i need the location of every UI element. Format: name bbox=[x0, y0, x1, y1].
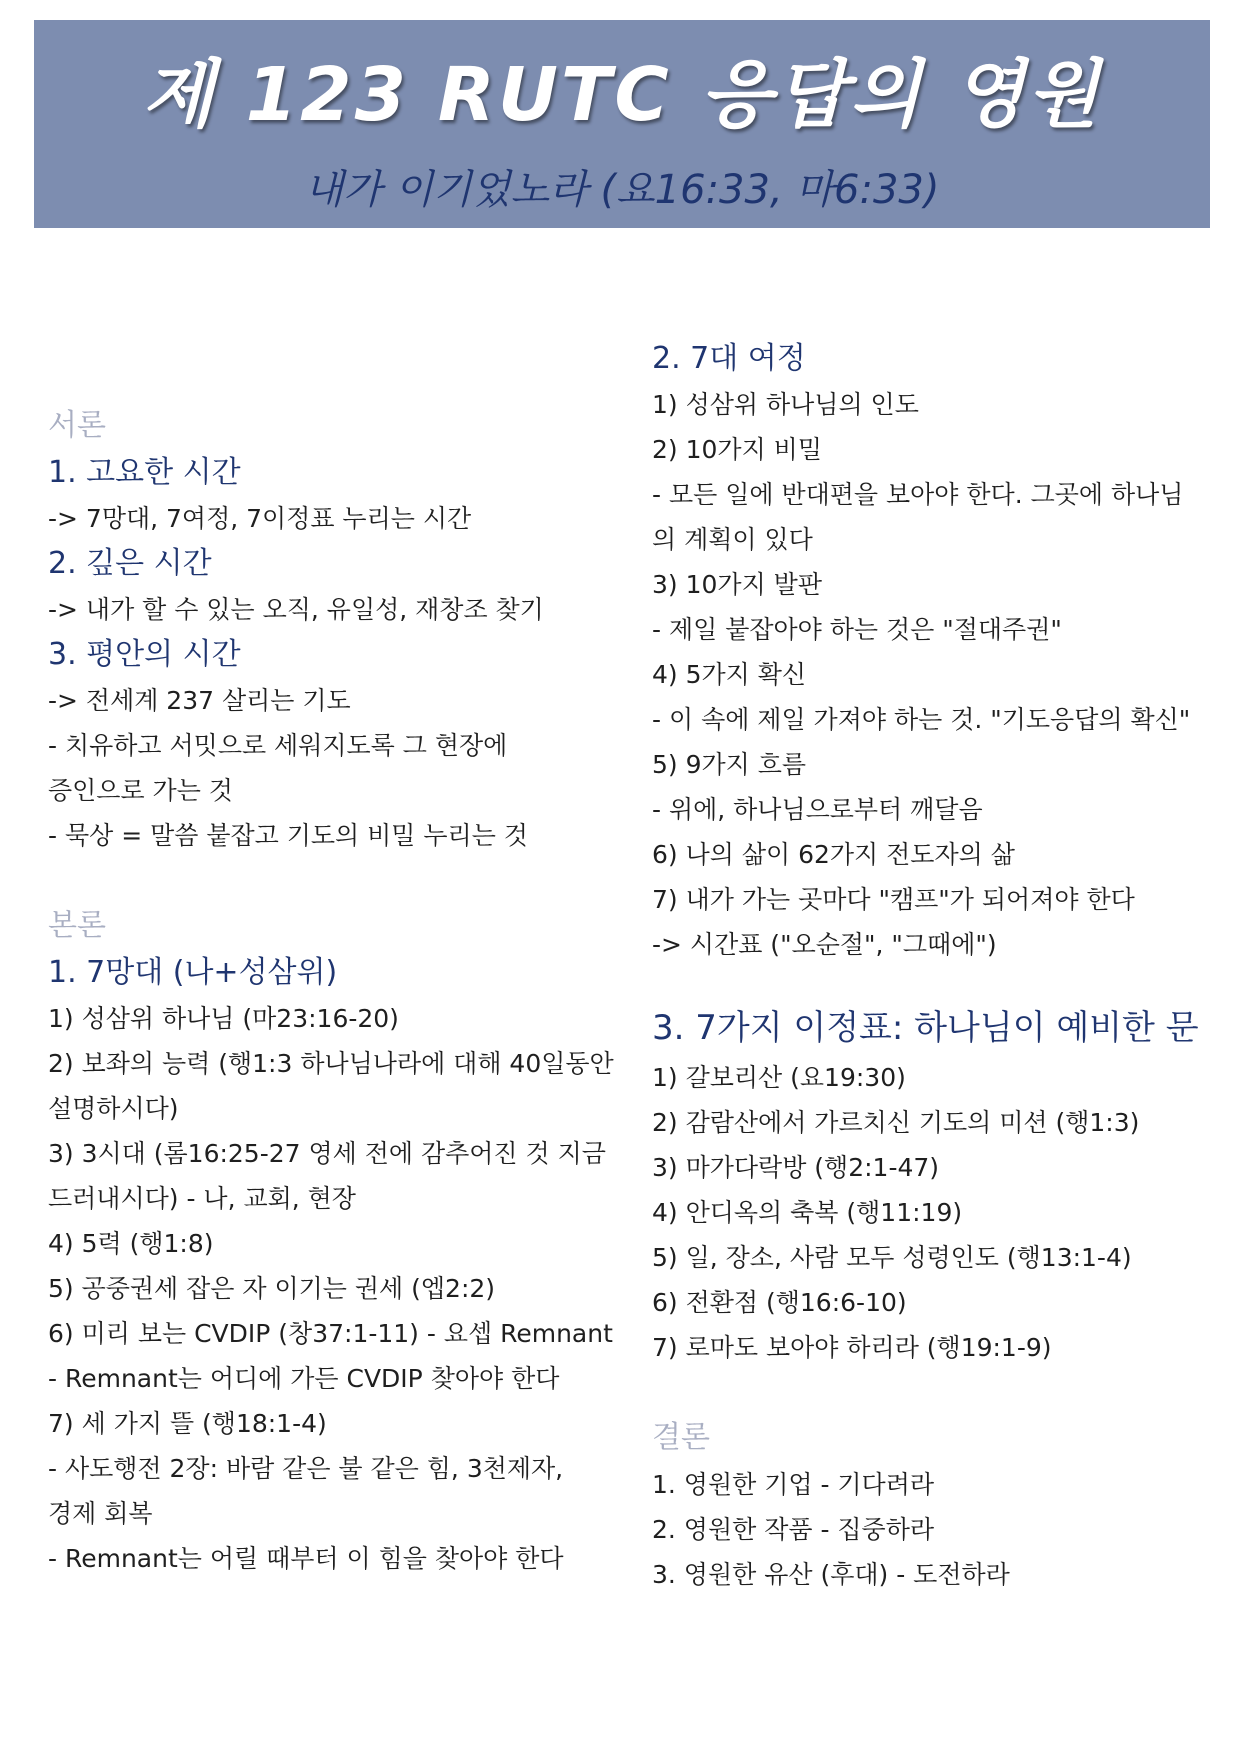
journey-line: 1) 성삼위 하나님의 인도 bbox=[652, 390, 919, 419]
journey-line: - 이 속에 제일 가져야 하는 것. "기도응답의 확신" bbox=[652, 705, 1191, 734]
milestone-line: 3) 마가다락방 (행2:1-47) bbox=[652, 1153, 940, 1182]
body-line: 1) 성삼위 하나님 (마23:16-20) bbox=[48, 1004, 399, 1033]
milestone-line: 1) 갈보리산 (요19:30) bbox=[652, 1063, 906, 1092]
milestone-line: 2) 감람산에서 가르치신 기도의 미션 (행1:3) bbox=[652, 1108, 1140, 1137]
intro-line: - 묵상 = 말씀 붙잡고 기도의 비밀 누리는 것 bbox=[48, 821, 528, 850]
journey-line: 3) 10가지 발판 bbox=[652, 570, 822, 599]
journey-line: 2) 10가지 비밀 bbox=[652, 435, 822, 464]
left-column bbox=[48, 402, 614, 1581]
milestone-line: 4) 안디옥의 축복 (행11:19) bbox=[652, 1198, 963, 1227]
body-line: - Remnant는 어릴 때부터 이 힘을 찾아야 한다 bbox=[48, 1544, 564, 1573]
body-line: 설명하시다) bbox=[48, 1094, 179, 1123]
journey-line: - 제일 붙잡아야 하는 것은 "절대주권" bbox=[652, 615, 1062, 644]
conclusion-section-label: 결론 bbox=[652, 1420, 710, 1455]
journey-line: - 위에, 하나님으로부터 깨달음 bbox=[652, 795, 983, 824]
conclusion-line: 2. 영원한 작품 - 집중하라 bbox=[652, 1515, 935, 1544]
journey-heading: 2. 7대 여정 bbox=[652, 341, 806, 376]
body-section-label: 본론 bbox=[48, 908, 106, 943]
body-line: 드러내시다) - 나, 교회, 현장 bbox=[48, 1184, 356, 1213]
intro-heading-3: 3. 평안의 시간 bbox=[48, 637, 241, 672]
body-line: 5) 공중권세 잡은 자 이기는 권세 (엡2:2) bbox=[48, 1274, 496, 1303]
milestone-line: 7) 로마도 보아야 하리라 (행19:1-9) bbox=[652, 1333, 1052, 1362]
conclusion-line: 1. 영원한 기업 - 기다려라 bbox=[652, 1470, 935, 1499]
intro-line: 증인으로 가는 것 bbox=[48, 776, 233, 805]
intro-line: -> 전세계 237 살리는 기도 bbox=[48, 686, 351, 715]
intro-section-label: 서론 bbox=[48, 408, 106, 443]
journey-line: 의 계획이 있다 bbox=[652, 525, 813, 554]
journey-line: 6) 나의 삶이 62가지 전도자의 삶 bbox=[652, 840, 1015, 869]
conclusion-line: 3. 영원한 유산 (후대) - 도전하라 bbox=[652, 1560, 1010, 1589]
title-banner bbox=[34, 20, 1210, 228]
journey-line: -> 시간표 ("오순절", "그때에") bbox=[652, 930, 997, 959]
intro-line: -> 7망대, 7여정, 7이정표 누리는 시간 bbox=[48, 504, 472, 533]
body-line: 6) 미리 보는 CVDIP (창37:1-11) - 요셉 Remnant bbox=[48, 1319, 613, 1348]
intro-line: -> 내가 할 수 있는 오직, 유일성, 재창조 찾기 bbox=[48, 595, 544, 624]
milestones-heading: 3. 7가지 이정표: 하나님이 예비한 문 bbox=[652, 1008, 1199, 1048]
intro-line: - 치유하고 서밋으로 세워지도록 그 현장에 bbox=[48, 731, 508, 760]
journey-line: 7) 내가 가는 곳마다 "캠프"가 되어져야 한다 bbox=[652, 885, 1135, 914]
body-line: - Remnant는 어디에 가든 CVDIP 찾아야 한다 bbox=[48, 1364, 560, 1393]
journey-line: 4) 5가지 확신 bbox=[652, 660, 807, 689]
body-line: 경제 회복 bbox=[48, 1499, 153, 1528]
body-heading-watchtowers: 1. 7망대 (나+성삼위) bbox=[48, 955, 338, 990]
journey-line: 5) 9가지 흐름 bbox=[652, 750, 807, 779]
milestone-line: 5) 일, 장소, 사람 모두 성령인도 (행13:1-4) bbox=[652, 1243, 1132, 1272]
intro-heading-1: 1. 고요한 시간 bbox=[48, 455, 241, 490]
body-line: - 사도행전 2장: 바람 같은 불 같은 힘, 3천제자, bbox=[48, 1454, 564, 1483]
body-line: 3) 3시대 (롬16:25-27 영세 전에 감추어진 것 지금 bbox=[48, 1139, 606, 1168]
body-line: 4) 5력 (행1:8) bbox=[48, 1229, 214, 1258]
page-subtitle: 내가 이기었노라 (요16:33, 마6:33) bbox=[304, 167, 940, 213]
right-column bbox=[652, 336, 1212, 1597]
milestone-line: 6) 전환점 (행16:6-10) bbox=[652, 1288, 907, 1317]
page-title: 제 123 RUTC 응답의 영원 bbox=[142, 52, 1102, 138]
body-line: 2) 보좌의 능력 (행1:3 하나님나라에 대해 40일동안 bbox=[48, 1049, 614, 1078]
intro-heading-2: 2. 깊은 시간 bbox=[48, 546, 212, 581]
body-line: 7) 세 가지 뜰 (행18:1-4) bbox=[48, 1409, 327, 1438]
journey-line: - 모든 일에 반대편을 보아야 한다. 그곳에 하나님 bbox=[652, 480, 1184, 509]
